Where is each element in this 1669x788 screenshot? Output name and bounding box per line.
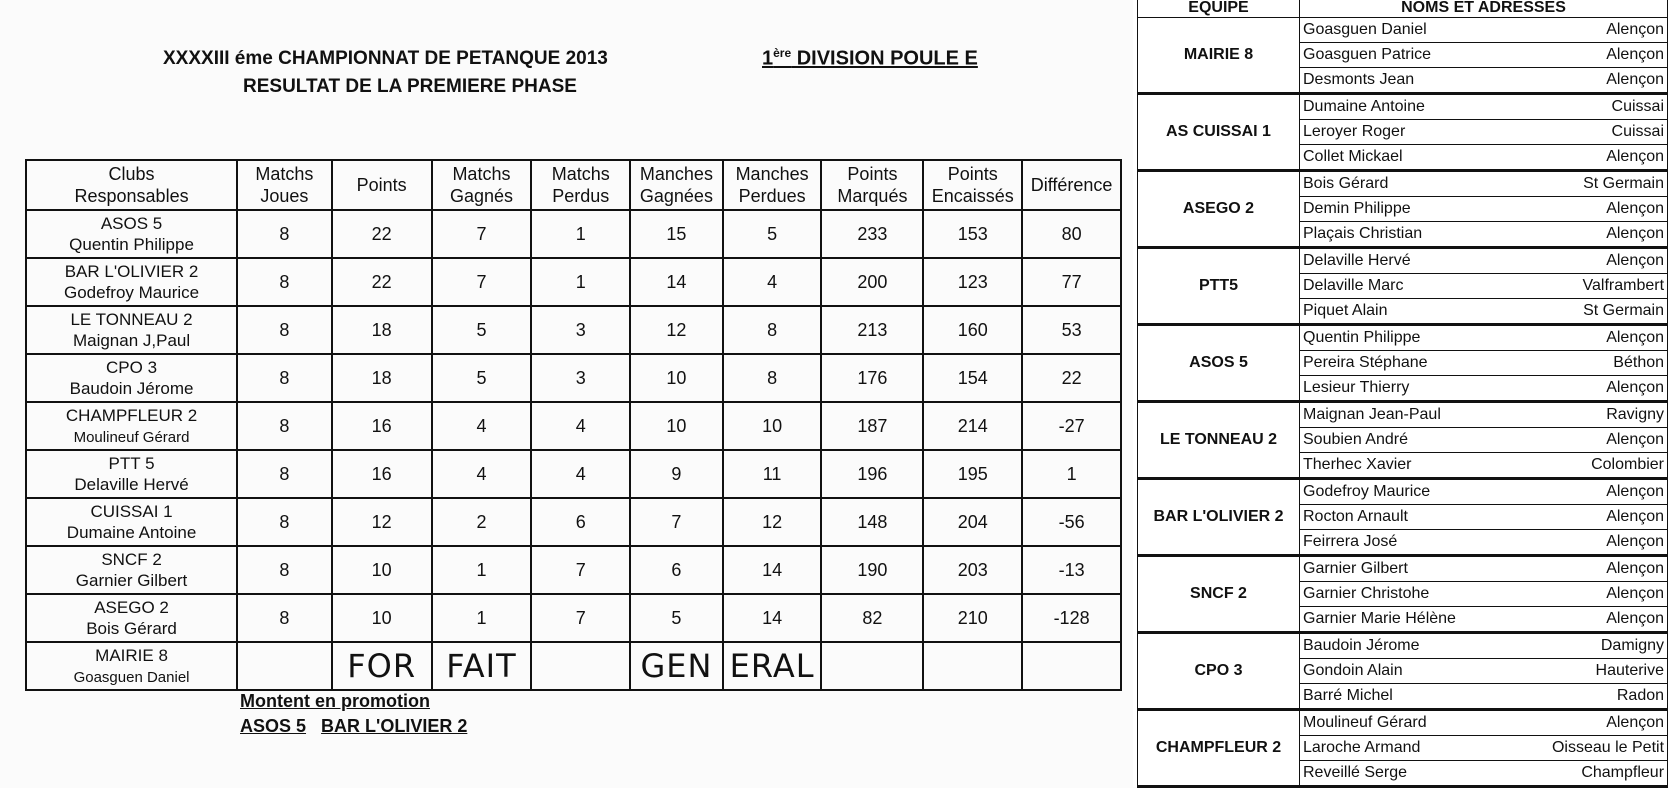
- manches-gagnees-cell: 15: [630, 210, 723, 258]
- club-cell: MAIRIE 8 Goasguen Daniel: [26, 642, 237, 690]
- empty-cell: [821, 642, 923, 690]
- empty-cell: [237, 642, 332, 690]
- member-name: Piquet Alain: [1300, 299, 1504, 325]
- gagnes-cell: 4: [432, 450, 532, 498]
- manches-perdues-cell: 4: [723, 258, 822, 306]
- table-row: [26, 594, 1121, 642]
- member-city: Champfleur: [1504, 761, 1668, 787]
- perdus-cell: 6: [531, 498, 630, 546]
- manches-perdues-cell: 10: [723, 402, 822, 450]
- table-row: [26, 306, 1121, 354]
- promoted-team-1: ASOS 5: [240, 716, 307, 736]
- points-cell: 16: [332, 450, 432, 498]
- member-city: Alençon: [1504, 376, 1668, 402]
- team-member-row: [1138, 479, 1668, 505]
- member-city: Cuissai: [1504, 120, 1668, 145]
- col-header-points-marques: Points Marqués: [821, 160, 923, 210]
- member-name: Garnier Marie Hélène: [1300, 607, 1504, 633]
- member-name: Maignan Jean-Paul: [1300, 402, 1504, 428]
- col-header-manches-gagnees: Manches Gagnées: [630, 160, 723, 210]
- promoted-team-2: BAR L'OLIVIER 2: [321, 716, 468, 736]
- points-encaisses-cell: 203: [923, 546, 1022, 594]
- member-city: Damigny: [1504, 633, 1668, 659]
- points-marques-cell: 233: [821, 210, 923, 258]
- teams-body: [1138, 18, 1668, 787]
- member-name: Rocton Arnault: [1300, 505, 1504, 530]
- points-encaisses-cell: 154: [923, 354, 1022, 402]
- joues-cell: 8: [237, 258, 332, 306]
- points-encaisses-cell: 123: [923, 258, 1022, 306]
- team-name: AS CUISSAI 1: [1138, 94, 1300, 171]
- manches-gagnees-cell: 14: [630, 258, 723, 306]
- difference-cell: -128: [1022, 594, 1121, 642]
- team-name: MAIRIE 8: [1138, 18, 1300, 94]
- member-name: Barré Michel: [1300, 684, 1504, 710]
- member-city: Alençon: [1504, 428, 1668, 453]
- points-marques-cell: 148: [821, 498, 923, 546]
- points-encaisses-cell: 204: [923, 498, 1022, 546]
- manches-gagnees-cell: 6: [630, 546, 723, 594]
- joues-cell: 8: [237, 546, 332, 594]
- team-name: ASOS 5: [1138, 325, 1300, 402]
- team-name: CHAMPFLEUR 2: [1138, 710, 1300, 787]
- member-name: Lesieur Thierry: [1300, 376, 1504, 402]
- club-cell: CPO 3 Baudoin Jérome: [26, 354, 237, 402]
- col-header-points: Points: [332, 160, 432, 210]
- member-name: Garnier Christohe: [1300, 582, 1504, 607]
- joues-cell: 8: [237, 594, 332, 642]
- club-cell: BAR L'OLIVIER 2 Godefroy Maurice: [26, 258, 237, 306]
- club-cell: ASEGO 2 Bois Gérard: [26, 594, 237, 642]
- points-cell: 10: [332, 594, 432, 642]
- member-name: Desmonts Jean: [1300, 68, 1504, 94]
- joues-cell: 8: [237, 306, 332, 354]
- member-name: Laroche Armand: [1300, 736, 1504, 761]
- team-name: BAR L'OLIVIER 2: [1138, 479, 1300, 556]
- member-name: Plaçais Christian: [1300, 222, 1504, 248]
- forfait-word-4: ERAL: [723, 642, 822, 690]
- member-city: Alençon: [1504, 710, 1668, 736]
- member-name: Moulineuf Gérard: [1300, 710, 1504, 736]
- promotion-label: Montent en promotion: [240, 691, 430, 711]
- division-title: [762, 46, 978, 71]
- table-row: [26, 402, 1121, 450]
- member-name: Demin Philippe: [1300, 197, 1504, 222]
- manches-perdues-cell: 8: [723, 354, 822, 402]
- points-marques-cell: 82: [821, 594, 923, 642]
- phase-title: RESULTAT DE LA PREMIERE PHASE: [243, 76, 577, 97]
- team-name: CPO 3: [1138, 633, 1300, 710]
- table-row: [26, 354, 1121, 402]
- points-marques-cell: 190: [821, 546, 923, 594]
- empty-cell: [923, 642, 1022, 690]
- forfait-word-1: FOR: [332, 642, 432, 690]
- difference-cell: -56: [1022, 498, 1121, 546]
- team-member-row: [1138, 556, 1668, 582]
- table-row: [26, 258, 1121, 306]
- manches-gagnees-cell: 9: [630, 450, 723, 498]
- member-city: Alençon: [1504, 248, 1668, 274]
- member-city: Ravigny: [1504, 402, 1668, 428]
- member-city: Alençon: [1504, 505, 1668, 530]
- division-label: DIVISION POULE E: [791, 47, 978, 70]
- promotion-teams: [240, 716, 467, 737]
- member-city: Alençon: [1504, 68, 1668, 94]
- gagnes-cell: 1: [432, 594, 532, 642]
- member-city: Valframbert: [1504, 274, 1668, 299]
- difference-cell: -13: [1022, 546, 1121, 594]
- perdus-cell: 3: [531, 306, 630, 354]
- team-name: PTT5: [1138, 248, 1300, 325]
- difference-cell: 77: [1022, 258, 1121, 306]
- gagnes-cell: 2: [432, 498, 532, 546]
- member-name: Bois Gérard: [1300, 171, 1504, 197]
- member-city: Alençon: [1504, 197, 1668, 222]
- perdus-cell: 4: [531, 450, 630, 498]
- member-city: Alençon: [1504, 325, 1668, 351]
- team-member-row: [1138, 171, 1668, 197]
- col-header-club: Clubs Responsables: [26, 160, 237, 210]
- manches-gagnees-cell: 5: [630, 594, 723, 642]
- member-name: Gondoin Alain: [1300, 659, 1504, 684]
- points-cell: 16: [332, 402, 432, 450]
- teams-header-row: [1138, 0, 1668, 18]
- division-suffix: ère: [773, 46, 792, 60]
- table-row: [26, 450, 1121, 498]
- member-name: Delaville Marc: [1300, 274, 1504, 299]
- results-header-row: [26, 160, 1121, 210]
- difference-cell: 80: [1022, 210, 1121, 258]
- perdus-cell: 3: [531, 354, 630, 402]
- points-cell: 10: [332, 546, 432, 594]
- member-name: Baudoin Jérome: [1300, 633, 1504, 659]
- joues-cell: 8: [237, 210, 332, 258]
- col-header-difference: Différence: [1022, 160, 1121, 210]
- team-member-row: [1138, 325, 1668, 351]
- team-name: ASEGO 2: [1138, 171, 1300, 248]
- perdus-cell: 1: [531, 258, 630, 306]
- member-city: Hauterive: [1504, 659, 1668, 684]
- points-cell: 22: [332, 258, 432, 306]
- teams-panel: [1133, 0, 1669, 787]
- points-marques-cell: 200: [821, 258, 923, 306]
- points-encaisses-cell: 153: [923, 210, 1022, 258]
- club-cell: PTT 5 Delaville Hervé: [26, 450, 237, 498]
- results-table: [25, 159, 1122, 691]
- member-city: St Germain: [1504, 299, 1668, 325]
- joues-cell: 8: [237, 402, 332, 450]
- club-cell: CUISSAI 1 Dumaine Antoine: [26, 498, 237, 546]
- manches-gagnees-cell: 10: [630, 354, 723, 402]
- col-header-noms: NOMS ET ADRESSES: [1300, 0, 1668, 18]
- gagnes-cell: 5: [432, 306, 532, 354]
- manches-gagnees-cell: 10: [630, 402, 723, 450]
- points-encaisses-cell: 195: [923, 450, 1022, 498]
- joues-cell: 8: [237, 354, 332, 402]
- member-city: Alençon: [1504, 222, 1668, 248]
- difference-cell: 1: [1022, 450, 1121, 498]
- manches-gagnees-cell: 12: [630, 306, 723, 354]
- member-name: Therhec Xavier: [1300, 453, 1504, 479]
- member-name: Goasguen Patrice: [1300, 43, 1504, 68]
- col-header-joues: Matchs Joues: [237, 160, 332, 210]
- difference-cell: 22: [1022, 354, 1121, 402]
- team-member-row: [1138, 402, 1668, 428]
- points-encaisses-cell: 160: [923, 306, 1022, 354]
- member-city: Colombier: [1504, 453, 1668, 479]
- points-marques-cell: 176: [821, 354, 923, 402]
- manches-perdues-cell: 12: [723, 498, 822, 546]
- member-name: Reveillé Serge: [1300, 761, 1504, 787]
- member-city: St Germain: [1504, 171, 1668, 197]
- points-encaisses-cell: 210: [923, 594, 1022, 642]
- team-name: SNCF 2: [1138, 556, 1300, 633]
- club-cell: SNCF 2 Garnier Gilbert: [26, 546, 237, 594]
- team-member-row: [1138, 18, 1668, 43]
- table-row: [26, 498, 1121, 546]
- member-city: Alençon: [1504, 556, 1668, 582]
- club-cell: CHAMPFLEUR 2 Moulineuf Gérard: [26, 402, 237, 450]
- team-member-row: [1138, 710, 1668, 736]
- perdus-cell: 7: [531, 594, 630, 642]
- member-name: Leroyer Roger: [1300, 120, 1504, 145]
- forfait-word-3: GEN: [630, 642, 723, 690]
- member-city: Alençon: [1504, 18, 1668, 43]
- col-header-equipe: EQUIPE: [1138, 0, 1300, 18]
- member-name: Pereira Stéphane: [1300, 351, 1504, 376]
- team-member-row: [1138, 94, 1668, 120]
- table-row: [26, 546, 1121, 594]
- manches-perdues-cell: 14: [723, 594, 822, 642]
- member-city: Cuissai: [1504, 94, 1668, 120]
- team-member-row: [1138, 633, 1668, 659]
- perdus-cell: 4: [531, 402, 630, 450]
- perdus-cell: 7: [531, 546, 630, 594]
- manches-gagnees-cell: 7: [630, 498, 723, 546]
- gagnes-cell: 7: [432, 210, 532, 258]
- member-name: Quentin Philippe: [1300, 325, 1504, 351]
- forfait-word-2: FAIT: [432, 642, 532, 690]
- difference-cell: -27: [1022, 402, 1121, 450]
- member-city: Alençon: [1504, 607, 1668, 633]
- member-city: Alençon: [1504, 43, 1668, 68]
- table-row: [26, 210, 1121, 258]
- member-name: Garnier Gilbert: [1300, 556, 1504, 582]
- difference-cell: 53: [1022, 306, 1121, 354]
- member-name: Delaville Hervé: [1300, 248, 1504, 274]
- manches-perdues-cell: 8: [723, 306, 822, 354]
- teams-table: [1137, 0, 1668, 788]
- gagnes-cell: 7: [432, 258, 532, 306]
- gagnes-cell: 5: [432, 354, 532, 402]
- joues-cell: 8: [237, 498, 332, 546]
- col-header-gagnes: Matchs Gagnés: [432, 160, 532, 210]
- member-name: Goasguen Daniel: [1300, 18, 1504, 43]
- points-cell: 12: [332, 498, 432, 546]
- team-name: LE TONNEAU 2: [1138, 402, 1300, 479]
- perdus-cell: 1: [531, 210, 630, 258]
- member-city: Alençon: [1504, 479, 1668, 505]
- member-city: Alençon: [1504, 530, 1668, 556]
- championship-title: XXXXIII éme CHAMPIONNAT DE PETANQUE 2013: [163, 48, 608, 69]
- member-name: Collet Mickael: [1300, 145, 1504, 171]
- points-cell: 22: [332, 210, 432, 258]
- club-cell: ASOS 5 Quentin Philippe: [26, 210, 237, 258]
- member-city: Oisseau le Petit: [1504, 736, 1668, 761]
- gagnes-cell: 1: [432, 546, 532, 594]
- member-name: Dumaine Antoine: [1300, 94, 1504, 120]
- joues-cell: 8: [237, 450, 332, 498]
- member-city: Alençon: [1504, 582, 1668, 607]
- points-encaisses-cell: 214: [923, 402, 1022, 450]
- col-header-manches-perdues: Manches Perdues: [723, 160, 822, 210]
- empty-cell: [1022, 642, 1121, 690]
- manches-perdues-cell: 5: [723, 210, 822, 258]
- manches-perdues-cell: 11: [723, 450, 822, 498]
- division-number: 1: [762, 47, 774, 70]
- points-marques-cell: 187: [821, 402, 923, 450]
- member-city: Béthon: [1504, 351, 1668, 376]
- forfait-row: [26, 642, 1121, 690]
- points-cell: 18: [332, 306, 432, 354]
- member-city: Alençon: [1504, 145, 1668, 171]
- member-name: Soubien André: [1300, 428, 1504, 453]
- team-member-row: [1138, 248, 1668, 274]
- points-cell: 18: [332, 354, 432, 402]
- club-cell: LE TONNEAU 2 Maignan J,Paul: [26, 306, 237, 354]
- member-city: Radon: [1504, 684, 1668, 710]
- manches-perdues-cell: 14: [723, 546, 822, 594]
- member-name: Godefroy Maurice: [1300, 479, 1504, 505]
- gagnes-cell: 4: [432, 402, 532, 450]
- col-header-perdus: Matchs Perdus: [531, 160, 630, 210]
- member-name: Feirrera José: [1300, 530, 1504, 556]
- empty-cell: [531, 642, 630, 690]
- points-marques-cell: 213: [821, 306, 923, 354]
- points-marques-cell: 196: [821, 450, 923, 498]
- col-header-points-encaisses: Points Encaissés: [923, 160, 1022, 210]
